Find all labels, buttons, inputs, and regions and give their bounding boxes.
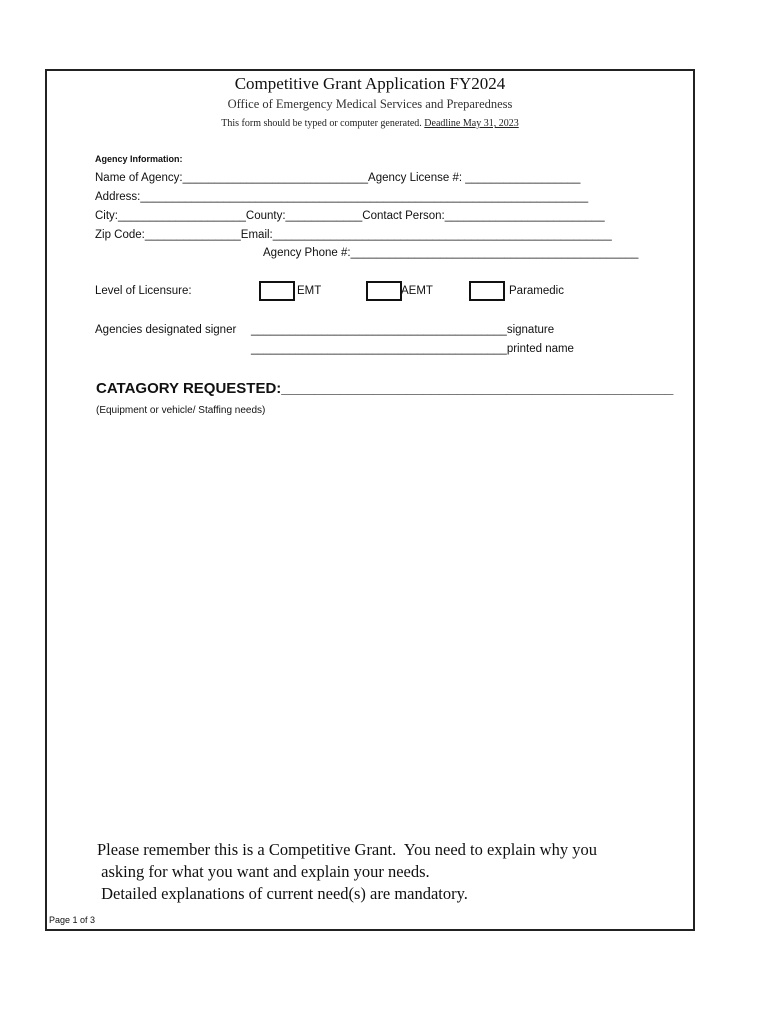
aemt-label: AEMT <box>401 285 433 297</box>
category-requested-field[interactable]: CATAGORY REQUESTED:_______________________________________________ <box>96 380 674 397</box>
reminder-line-2: asking for what you want and explain your needs. <box>97 862 430 881</box>
emt-checkbox[interactable] <box>259 281 295 301</box>
form-note <box>47 118 693 129</box>
note-text: This form should be typed or computer generated. <box>221 118 425 129</box>
paramedic-checkbox[interactable] <box>469 281 505 301</box>
form-subtitle: Office of Emergency Medical Services and Preparedness <box>227 97 513 111</box>
emt-label: EMT <box>297 285 322 297</box>
paramedic-label: Paramedic <box>509 285 564 297</box>
agency-section-label: Agency Information: <box>95 154 183 164</box>
zip-email-field[interactable]: Zip Code:_______________Email:_____________________________________________________ <box>95 229 612 241</box>
city-county-contact-field[interactable]: City:____________________County:____________Contact Person:_________________________ <box>95 210 605 222</box>
reminder-line-3: Detailed explanations of current need(s) are mandatory. <box>97 884 468 903</box>
printed-name-field[interactable]: ________________________________________printed name <box>251 343 574 355</box>
category-hint: (Equipment or vehicle/ Staffing needs) <box>96 405 266 416</box>
signature-field[interactable]: ________________________________________signature <box>251 324 555 336</box>
agency-name-field[interactable]: Name of Agency:_____________________________Agency License #: __________________ <box>95 172 581 184</box>
form-title: Competitive Grant Application FY2024 <box>234 74 506 93</box>
aemt-checkbox[interactable] <box>366 281 402 301</box>
reminder-line-1: Please remember this is a Competitive Grant. You need to explain why you <box>97 840 597 859</box>
deadline-text: Deadline May 31, 2023 <box>424 118 519 129</box>
agency-phone-field[interactable]: Agency Phone #:_____________________________________________ <box>263 247 639 259</box>
signer-label: Agencies designated signer <box>95 324 237 336</box>
licensure-label: Level of Licensure: <box>95 285 192 297</box>
form-page <box>45 69 695 931</box>
page-number: Page 1 of 3 <box>49 915 96 925</box>
address-field[interactable]: Address:______________________________________________________________________ <box>95 191 589 203</box>
